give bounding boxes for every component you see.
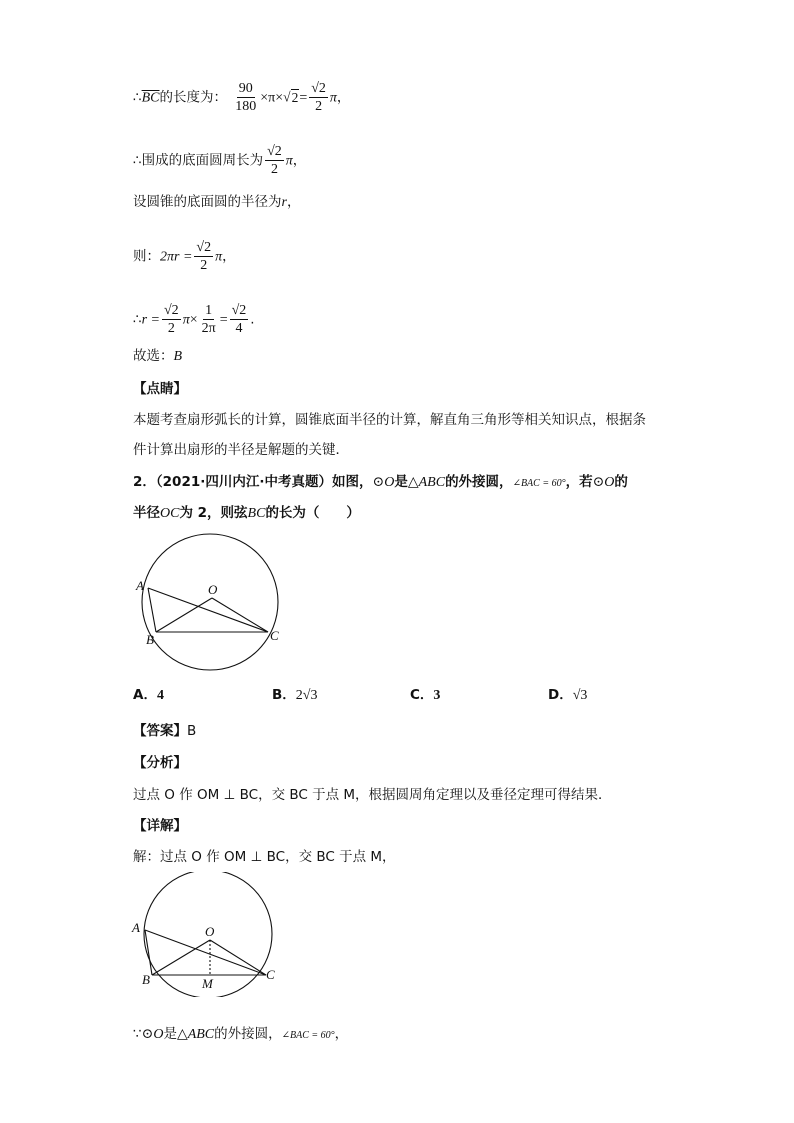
label-o-2: O — [205, 924, 215, 939]
answer-line: 【答案】B — [133, 723, 197, 739]
commentary-label: 【点睛】 — [133, 381, 187, 397]
therefore-symbol: ∴ — [133, 89, 142, 106]
commentary-line-2: 件计算出扇形的半径是解题的关键． — [133, 442, 349, 458]
segment-ob — [156, 598, 212, 632]
sqrt-two: √2 — [283, 89, 299, 105]
let-radius-line: 设圆锥的底面圆的半径为r， — [133, 194, 301, 210]
segment-ab — [148, 588, 156, 632]
circle-figure-1 — [130, 530, 290, 675]
commentary-line-1: 本题考查扇形弧长的计算，圆锥底面半径的计算，解直角三角形等相关知识点，根据条 — [133, 412, 646, 428]
label-o: O — [208, 582, 218, 597]
arc-text: 的长度为： — [159, 89, 227, 106]
segment-ab-2 — [145, 930, 152, 975]
option-a[interactable]: A．4 — [133, 687, 164, 703]
label-a: A — [136, 578, 144, 593]
question-2-line-1: 2．（2021·四川内江·中考真题）如图，⊙O是△ABC的外接圆，∠BAC = 60°，若⊙O的 — [133, 474, 628, 490]
fraction-root2-over-2-d: $\frac{√2}{2}$ — [164, 303, 179, 336]
label-a-2: A — [132, 920, 140, 935]
fraction-1-over-2pi: $\frac{1}{2\pi}$ — [201, 303, 216, 336]
arc-length-line: $\therefore\overline{BC}$的长度为： $\frac{90}{180}$ ×π×√2= $\frac{√2}{2}$ π， — [133, 81, 351, 114]
analysis-text: 过点 O 作 OM ⊥ BC，交 BC 于点 M，根据圆周角定理以及垂径定理可得结果． — [133, 787, 612, 803]
detail-label: 【详解】 — [133, 818, 187, 834]
fraction-root2-over-2-b: $\frac{√2}{2}$ — [267, 144, 282, 177]
choose-line: 故选：B — [133, 348, 183, 364]
detail-text: 解：过点 O 作 OM ⊥ BC，交 BC 于点 M， — [133, 849, 396, 865]
arc-bc: $\overline{BC}$ — [141, 90, 160, 106]
option-b[interactable]: B．2√3 — [272, 687, 318, 703]
segment-ob-2 — [152, 940, 210, 975]
label-m-2: M — [202, 976, 213, 991]
times-pi: ×π× — [260, 90, 284, 106]
label-b: B — [146, 632, 154, 647]
last-line: ∵⊙O是△ABC的外接圆，∠BAC = 60°， — [133, 1026, 349, 1042]
fraction-root2-over-4: $\frac{√2}{4}$ — [231, 303, 247, 336]
base-circumference-line: ∴围成的底面圆周长为 $\frac{√2}{2}$ π， — [133, 144, 307, 177]
equation-line: 则：2πr = $\frac{√2}{2}$ π， — [133, 240, 236, 273]
circumcircle — [142, 534, 278, 670]
analysis-label: 【分析】 — [133, 755, 187, 771]
label-b-2: B — [142, 972, 150, 987]
label-c-2: C — [266, 967, 275, 982]
fraction-root2-over-2-c: $\frac{√2}{2}$ — [196, 240, 212, 273]
question-2-line-2: 半径OC为 2，则弦BC的长为（ ） — [133, 505, 360, 521]
option-c[interactable]: C．3 — [410, 687, 441, 703]
option-d[interactable]: D．√3 — [548, 687, 588, 703]
circle-figure-2 — [128, 872, 288, 997]
fraction-90-180: $\frac{90}{180}$ — [235, 81, 257, 114]
radius-result-line: ∴r = $\frac{√2}{2}$ π× $\frac{1}{2\pi}$ = $\frac{√2}{4}$ . — [133, 303, 255, 336]
label-c: C — [270, 628, 279, 643]
fraction-root2-over-2: $\frac{√2}{2}$ — [311, 81, 326, 114]
